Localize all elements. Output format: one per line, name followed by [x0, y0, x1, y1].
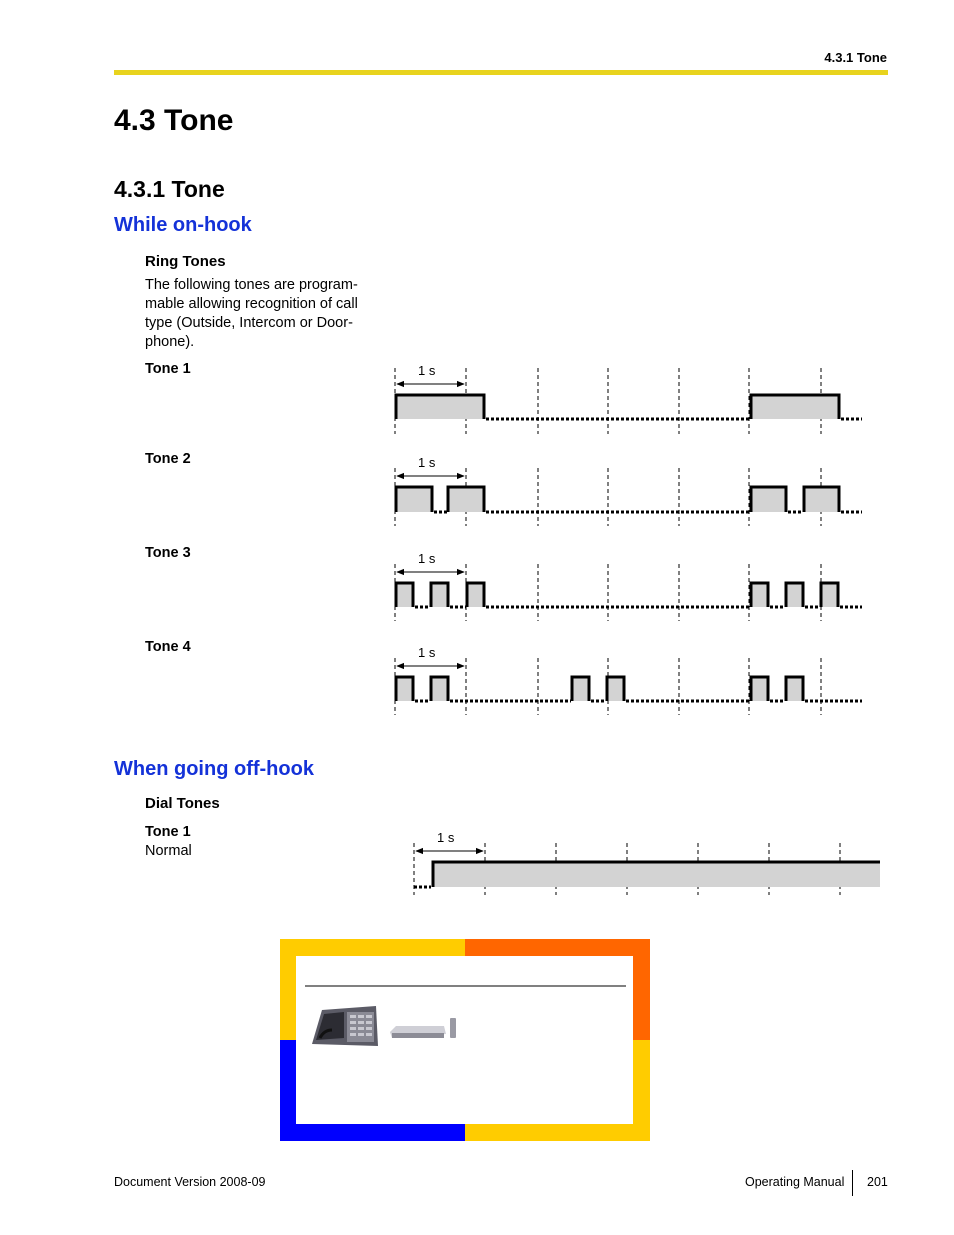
ring-tone-2-time-label: 1 s — [418, 455, 436, 470]
phone-image — [312, 1006, 378, 1046]
ring-tone-3-time-label: 1 s — [418, 551, 436, 566]
ring-tone-3-diagram — [395, 551, 862, 621]
ring-tones-heading: Ring Tones — [145, 253, 226, 270]
footer-divider — [852, 1170, 853, 1196]
ring-tone-4-label: Tone 4 — [145, 639, 191, 655]
ring-tone-4-diagram — [395, 645, 862, 715]
footer-page-number: 201 — [867, 1175, 888, 1189]
dial-tone-1-time-label: 1 s — [437, 830, 455, 845]
dial-tone-1-label: Tone 1 — [145, 824, 191, 840]
when-going-off-hook-heading: When going off-hook — [114, 758, 314, 780]
footer-manual-name: Operating Manual — [745, 1175, 845, 1189]
while-on-hook-heading: While on-hook — [114, 214, 252, 236]
dial-tone-1-diagram — [414, 830, 880, 895]
ring-tone-2-label: Tone 2 — [145, 451, 191, 467]
running-header: 4.3.1 Tone — [824, 50, 887, 65]
ring-tone-4-time-label: 1 s — [418, 645, 436, 660]
section-title: 4.3 Tone — [114, 104, 234, 137]
dial-tones-heading: Dial Tones — [145, 795, 220, 812]
ring-tone-1-time-label: 1 s — [418, 363, 436, 378]
footer-document-version: Document Version 2008-09 — [114, 1175, 266, 1189]
ring-tone-1-label: Tone 1 — [145, 361, 191, 377]
ring-tone-3-label: Tone 3 — [145, 545, 191, 561]
ring-tone-1-diagram — [395, 363, 862, 434]
ring-tone-2-diagram — [395, 455, 862, 526]
ring-tones-description: The following tones are program-mable allowing recognition of call type (Outside, Intercom or Door-phone). — [145, 277, 358, 350]
subsection-title: 4.3.1 Tone — [114, 176, 225, 202]
dial-tone-1-sublabel: Normal — [145, 843, 192, 859]
